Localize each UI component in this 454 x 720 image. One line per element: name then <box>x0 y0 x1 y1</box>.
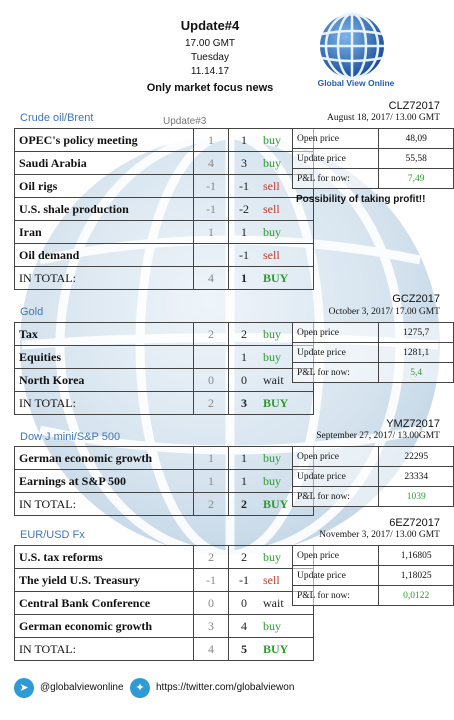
factor-name: Central Bank Conference <box>15 592 194 615</box>
total-action: BUY <box>259 493 314 516</box>
open-price: 1275,7 <box>379 323 454 343</box>
cur-total: 3 <box>229 392 260 415</box>
ticker-gold: GCZ2017 <box>392 293 440 305</box>
eurusd-position-table <box>292 545 454 606</box>
cur-score: -2 <box>229 198 260 221</box>
dow-signal-table <box>14 446 314 516</box>
open-price: 22295 <box>379 447 454 467</box>
total-row <box>15 638 314 661</box>
table-row <box>293 343 454 363</box>
prev-total: 4 <box>194 267 229 290</box>
table-row <box>15 175 314 198</box>
pl-label: P&L for now: <box>293 586 379 606</box>
table-row <box>15 569 314 592</box>
section-title-crude-oil: Crude oil/Brent <box>20 112 94 124</box>
update-price: 23334 <box>379 467 454 487</box>
position-date-eurusd: November 3, 2017/ 13.00 GMT <box>319 530 440 540</box>
globe-logo-icon <box>312 8 398 80</box>
cur-score: 0 <box>229 369 260 392</box>
brand-logo <box>312 8 398 94</box>
prev-score: 1 <box>194 470 229 493</box>
update-price-label: Update price <box>293 343 379 363</box>
total-row <box>15 493 314 516</box>
action-label: buy <box>259 152 314 175</box>
table-row <box>15 346 314 369</box>
total-label: IN TOTAL: <box>15 392 194 415</box>
factor-name: Iran <box>15 221 194 244</box>
position-date-gold: October 3, 2017/ 17.00 GMT <box>328 307 440 317</box>
factor-name: U.S. shale production <box>15 198 194 221</box>
brand-name: Global View Online <box>317 78 395 88</box>
update-price-label: Update price <box>293 566 379 586</box>
cur-score: 3 <box>229 152 260 175</box>
section-title-dow-sp500: Dow J mini/S&P 500 <box>20 431 121 443</box>
table-row <box>293 566 454 586</box>
action-label: buy <box>259 221 314 244</box>
section-title-eurusd: EUR/USD Fx <box>20 529 85 541</box>
eurusd-signal-table <box>14 545 314 661</box>
prev-total: 2 <box>194 493 229 516</box>
total-label: IN TOTAL: <box>15 267 194 290</box>
update-time: 17.00 GMT <box>184 38 236 49</box>
action-label: wait <box>259 369 314 392</box>
action-label: sell <box>259 244 314 267</box>
prev-score <box>194 244 229 267</box>
table-row <box>15 470 314 493</box>
factor-name: The yield U.S. Treasury <box>15 569 194 592</box>
table-row <box>293 447 454 467</box>
open-price-label: Open price <box>293 323 379 343</box>
update-price: 55,58 <box>379 149 454 169</box>
open-price-label: Open price <box>293 546 379 566</box>
twitter-icon[interactable]: ✦ <box>130 678 150 698</box>
table-row <box>15 198 314 221</box>
position-date-dow: September 27, 2017/ 13.00GMT <box>316 431 440 441</box>
cur-score: 4 <box>229 615 260 638</box>
action-label: sell <box>259 198 314 221</box>
update-title: Update#4 <box>180 18 240 33</box>
table-row <box>15 369 314 392</box>
total-row <box>15 392 314 415</box>
table-row <box>293 129 454 149</box>
pl-value: 1039 <box>379 487 454 507</box>
factor-name: Saudi Arabia <box>15 152 194 175</box>
table-row <box>15 244 314 267</box>
prev-score: -1 <box>194 198 229 221</box>
factor-name: Oil rigs <box>15 175 194 198</box>
prev-score: 0 <box>194 592 229 615</box>
pl-label: P&L for now: <box>293 487 379 507</box>
prev-score: 3 <box>194 615 229 638</box>
pl-label: P&L for now: <box>293 363 379 383</box>
action-label: buy <box>259 447 314 470</box>
action-label: buy <box>259 546 314 569</box>
prev-score: 4 <box>194 152 229 175</box>
cur-total: 5 <box>229 638 260 661</box>
factor-name: Tax <box>15 323 194 346</box>
cur-total: 2 <box>229 493 260 516</box>
open-price-label: Open price <box>293 129 379 149</box>
table-row <box>15 592 314 615</box>
pl-label: P&L for now: <box>293 169 379 189</box>
factor-name: Equities <box>15 346 194 369</box>
factor-name: OPEC's policy meeting <box>15 129 194 152</box>
table-row <box>15 447 314 470</box>
update-price: 1,18025 <box>379 566 454 586</box>
cur-score: 2 <box>229 546 260 569</box>
prev-score: -1 <box>194 569 229 592</box>
crude-position-table <box>292 128 454 189</box>
cur-score: -1 <box>229 569 260 592</box>
crude-oil-signal-table <box>14 128 314 290</box>
action-label: buy <box>259 346 314 369</box>
cur-score: 0 <box>229 592 260 615</box>
update-date: 11.14.17 <box>190 66 230 77</box>
gold-position-table <box>292 322 454 383</box>
prev-score: 1 <box>194 221 229 244</box>
open-price-label: Open price <box>293 447 379 467</box>
action-label: buy <box>259 470 314 493</box>
ticker-crude: CLZ72017 <box>388 100 440 112</box>
total-action: BUY <box>259 267 314 290</box>
section-title-gold: Gold <box>20 306 44 318</box>
total-label: IN TOTAL: <box>15 638 194 661</box>
table-row <box>293 467 454 487</box>
cur-total: 1 <box>229 267 260 290</box>
factor-name: U.S. tax reforms <box>15 546 194 569</box>
update-price: 1281,1 <box>379 343 454 363</box>
table-row <box>293 169 454 189</box>
cur-score: 1 <box>229 346 260 369</box>
open-price: 48,09 <box>379 129 454 149</box>
update-price-label: Update price <box>293 467 379 487</box>
table-row <box>15 221 314 244</box>
cur-score: -1 <box>229 244 260 267</box>
table-row <box>293 149 454 169</box>
table-row <box>293 586 454 606</box>
total-label: IN TOTAL: <box>15 493 194 516</box>
total-action: BUY <box>259 638 314 661</box>
table-row <box>293 487 454 507</box>
telegram-icon[interactable]: ➤ <box>14 678 34 698</box>
gold-signal-table <box>14 322 314 415</box>
position-date-crude: August 18, 2017/ 13.00 GMT <box>327 113 440 123</box>
prev-score: 0 <box>194 369 229 392</box>
prev-total: 4 <box>194 638 229 661</box>
prev-score: 2 <box>194 323 229 346</box>
factor-name: Oil demand <box>15 244 194 267</box>
prev-score <box>194 346 229 369</box>
twitter-link[interactable]: https://twitter.com/globalviewon <box>156 682 295 693</box>
cur-score: 1 <box>229 447 260 470</box>
cur-score: 1 <box>229 129 260 152</box>
pl-value: 0,0122 <box>379 586 454 606</box>
previous-update-label: Update#3 <box>163 116 207 127</box>
open-price: 1,16805 <box>379 546 454 566</box>
table-row <box>293 323 454 343</box>
factor-name: German economic growth <box>15 447 194 470</box>
cur-score: 1 <box>229 221 260 244</box>
prev-score: 2 <box>194 546 229 569</box>
pl-value: 7,49 <box>379 169 454 189</box>
ticker-eurusd: 6EZ72017 <box>389 517 440 529</box>
update-price-label: Update price <box>293 149 379 169</box>
table-row <box>15 152 314 175</box>
table-row <box>293 363 454 383</box>
focus-subtitle: Only market focus news <box>146 82 274 94</box>
table-row <box>15 546 314 569</box>
factor-name: Earnings at S&P 500 <box>15 470 194 493</box>
action-label: sell <box>259 569 314 592</box>
action-label: wait <box>259 592 314 615</box>
dow-position-table <box>292 446 454 507</box>
cur-score: -1 <box>229 175 260 198</box>
total-row <box>15 267 314 290</box>
cur-score: 2 <box>229 323 260 346</box>
table-row <box>15 615 314 638</box>
total-action: BUY <box>259 392 314 415</box>
factor-name: North Korea <box>15 369 194 392</box>
table-row <box>15 323 314 346</box>
cur-score: 1 <box>229 470 260 493</box>
prev-score: -1 <box>194 175 229 198</box>
action-label: buy <box>259 323 314 346</box>
action-label: buy <box>259 615 314 638</box>
update-day: Tuesday <box>191 52 229 63</box>
prev-total: 2 <box>194 392 229 415</box>
factor-name: German economic growth <box>15 615 194 638</box>
table-row <box>15 129 314 152</box>
action-label: sell <box>259 175 314 198</box>
action-label: buy <box>259 129 314 152</box>
prev-score: 1 <box>194 129 229 152</box>
table-row <box>293 546 454 566</box>
pl-value: 5,4 <box>379 363 454 383</box>
profit-note: Possibility of taking profit!! <box>296 194 426 205</box>
telegram-handle[interactable]: @globalviewonline <box>40 682 124 693</box>
prev-score: 1 <box>194 447 229 470</box>
ticker-dow: YMZ72017 <box>386 418 440 430</box>
